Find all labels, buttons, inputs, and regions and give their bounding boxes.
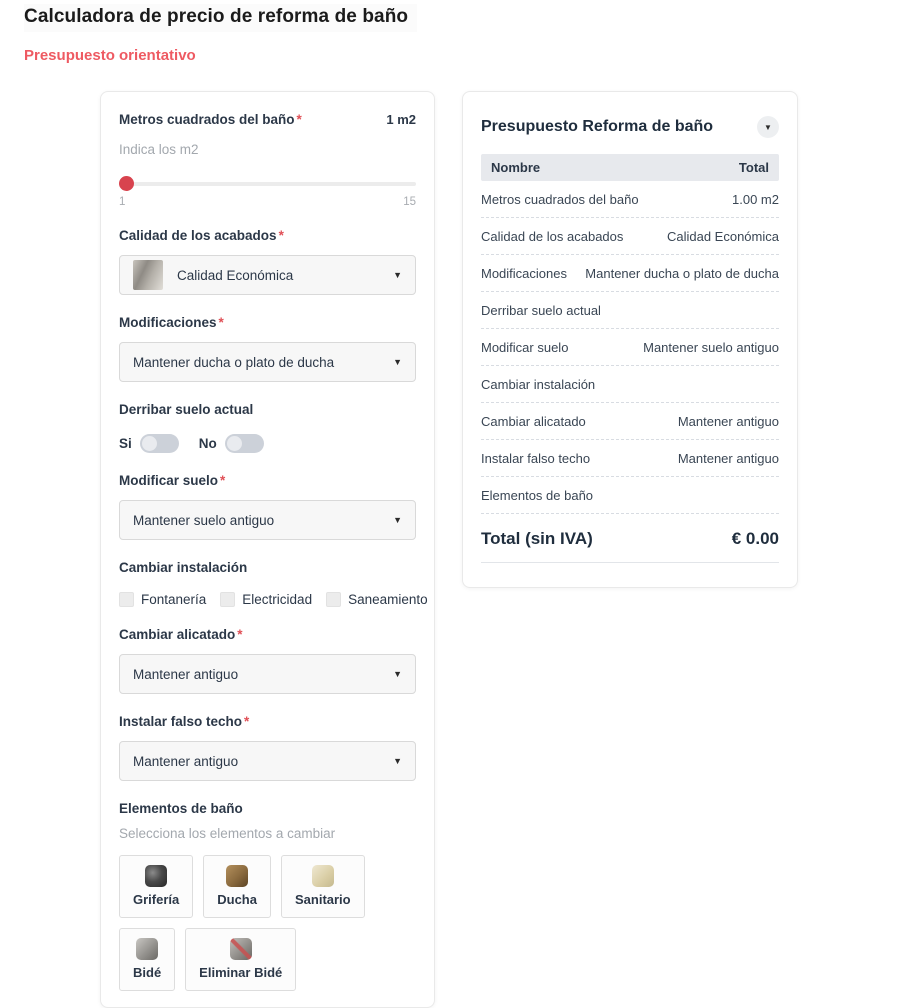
modificaciones-group: [119, 314, 416, 382]
slider-scale: [119, 196, 416, 208]
cambiar-instalacion-group: [119, 559, 428, 607]
cambiar-alicatado-label: Cambiar alicatado *: [119, 627, 243, 642]
derribar-group: [119, 401, 416, 453]
falso-techo-selected-value: Mantener antiguo: [133, 753, 239, 769]
sanitario-thumbnail-icon: [312, 865, 334, 887]
summary-title: Presupuesto Reforma de baño: [481, 118, 714, 135]
cambiar-alicatado-group: [119, 626, 416, 694]
calidad-group: [119, 227, 416, 295]
chevron-down-icon: ▼: [393, 756, 402, 766]
modificar-suelo-selected-value: Mantener suelo antiguo: [133, 512, 275, 528]
chevron-down-icon: ▼: [393, 669, 402, 679]
falso-techo-label: Instalar falso techo *: [119, 714, 250, 729]
required-asterisk: *: [237, 627, 243, 642]
page-header: [0, 0, 906, 64]
toggle-knob: [142, 436, 157, 451]
calidad-selected-value: Calidad Económica: [177, 267, 294, 283]
required-asterisk: *: [218, 315, 224, 330]
page-subtitle: Presupuesto orientativo: [24, 47, 196, 64]
summary-header: [481, 116, 779, 138]
chevron-down-icon: ▼: [764, 122, 772, 132]
cambiar-instalacion-label: Cambiar instalación: [119, 560, 248, 575]
modificaciones-select[interactable]: [119, 342, 416, 382]
slider-max-label: 15: [403, 196, 416, 208]
modificaciones-selected-value: Mantener ducha o plato de ducha: [133, 354, 335, 370]
column-nombre: Nombre: [491, 160, 541, 175]
falso-techo-group: [119, 713, 416, 781]
calculator-form-card: [100, 91, 435, 1008]
modificar-suelo-label: Modificar suelo *: [119, 473, 226, 488]
metros-label: Metros cuadrados del baño *: [119, 112, 302, 127]
checkbox-box[interactable]: [119, 592, 134, 607]
griferia-button[interactable]: Grifería: [119, 855, 193, 918]
falso-techo-select[interactable]: [119, 741, 416, 781]
toggle-knob: [227, 436, 242, 451]
slider-handle[interactable]: [119, 176, 134, 191]
summary-row: Cambiar instalación: [481, 366, 779, 403]
summary-row: Calidad de los acabados Calidad Económica: [481, 218, 779, 255]
metros-header-row: [119, 112, 416, 127]
page-title: Calculadora de precio de reforma de baño: [24, 6, 409, 27]
instalacion-checkboxes: [119, 592, 428, 607]
summary-row: Cambiar alicatado Mantener antiguo: [481, 403, 779, 440]
chevron-down-icon: ▼: [393, 515, 402, 525]
required-asterisk: *: [296, 112, 302, 127]
summary-column-headers: [481, 154, 779, 181]
chevron-down-icon: ▼: [393, 270, 402, 280]
sanitario-button[interactable]: Sanitario: [281, 855, 365, 918]
column-total: Total: [738, 160, 769, 175]
checkbox-saneamiento[interactable]: Saneamiento: [326, 592, 428, 607]
total-label: Total (sin IVA): [481, 529, 593, 548]
griferia-thumbnail-icon: [145, 865, 167, 887]
bide-button[interactable]: Bidé: [119, 928, 175, 991]
chevron-down-icon: ▼: [393, 357, 402, 367]
modificar-suelo-select[interactable]: [119, 500, 416, 540]
checkbox-electricidad[interactable]: Electricidad: [220, 592, 312, 607]
required-asterisk: *: [278, 228, 284, 243]
total-value: € 0.00: [731, 529, 779, 548]
required-asterisk: *: [244, 714, 250, 729]
elementos-hint: Selecciona los elementos a cambiar: [119, 826, 336, 841]
derribar-toggles: [119, 434, 416, 453]
metros-slider[interactable]: [119, 176, 416, 191]
calidad-thumbnail-image: [133, 260, 163, 290]
checkbox-box[interactable]: [220, 592, 235, 607]
element-buttons: [119, 855, 416, 991]
metros-hint: Indica los m2: [119, 142, 199, 157]
toggle-no[interactable]: [225, 434, 264, 453]
required-asterisk: *: [220, 473, 226, 488]
summary-row: Modificaciones Mantener ducha o plato de ducha: [481, 255, 779, 292]
summary-total-row: [481, 514, 779, 563]
slider-min-label: 1: [119, 196, 126, 208]
derribar-label: Derribar suelo actual: [119, 402, 254, 417]
checkbox-box[interactable]: [326, 592, 341, 607]
cambiar-alicatado-selected-value: Mantener antiguo: [133, 666, 239, 682]
checkbox-fontaneria[interactable]: Fontanería: [119, 592, 206, 607]
toggle-yes[interactable]: [140, 434, 179, 453]
elementos-group: [119, 800, 416, 991]
summary-row: Derribar suelo actual: [481, 292, 779, 329]
eliminar-bide-button[interactable]: Eliminar Bidé: [185, 928, 296, 991]
calidad-label: Calidad de los acabados *: [119, 228, 284, 243]
summary-row: Modificar suelo Mantener suelo antiguo: [481, 329, 779, 366]
ducha-thumbnail-icon: [226, 865, 248, 887]
bide-thumbnail-icon: [136, 938, 158, 960]
modificar-suelo-group: [119, 472, 416, 540]
ducha-button[interactable]: Ducha: [203, 855, 271, 918]
slider-track: [119, 182, 416, 186]
summary-row: Metros cuadrados del baño 1.00 m2: [481, 181, 779, 218]
modificaciones-label: Modificaciones *: [119, 315, 224, 330]
eliminar-bide-thumbnail-icon: [230, 938, 252, 960]
metros-value: 1 m2: [386, 112, 416, 127]
toggle-yes-label: Si: [119, 436, 132, 451]
summary-row: Instalar falso techo Mantener antiguo: [481, 440, 779, 477]
budget-summary-card: [462, 91, 798, 588]
cambiar-alicatado-select[interactable]: [119, 654, 416, 694]
elementos-label: Elementos de baño: [119, 801, 243, 816]
collapse-button[interactable]: [757, 116, 779, 138]
calidad-select[interactable]: [119, 255, 416, 295]
title-strip: [24, 4, 417, 32]
main-content: [100, 91, 906, 1008]
toggle-no-label: No: [198, 436, 217, 451]
summary-row: Elementos de baño: [481, 477, 779, 514]
